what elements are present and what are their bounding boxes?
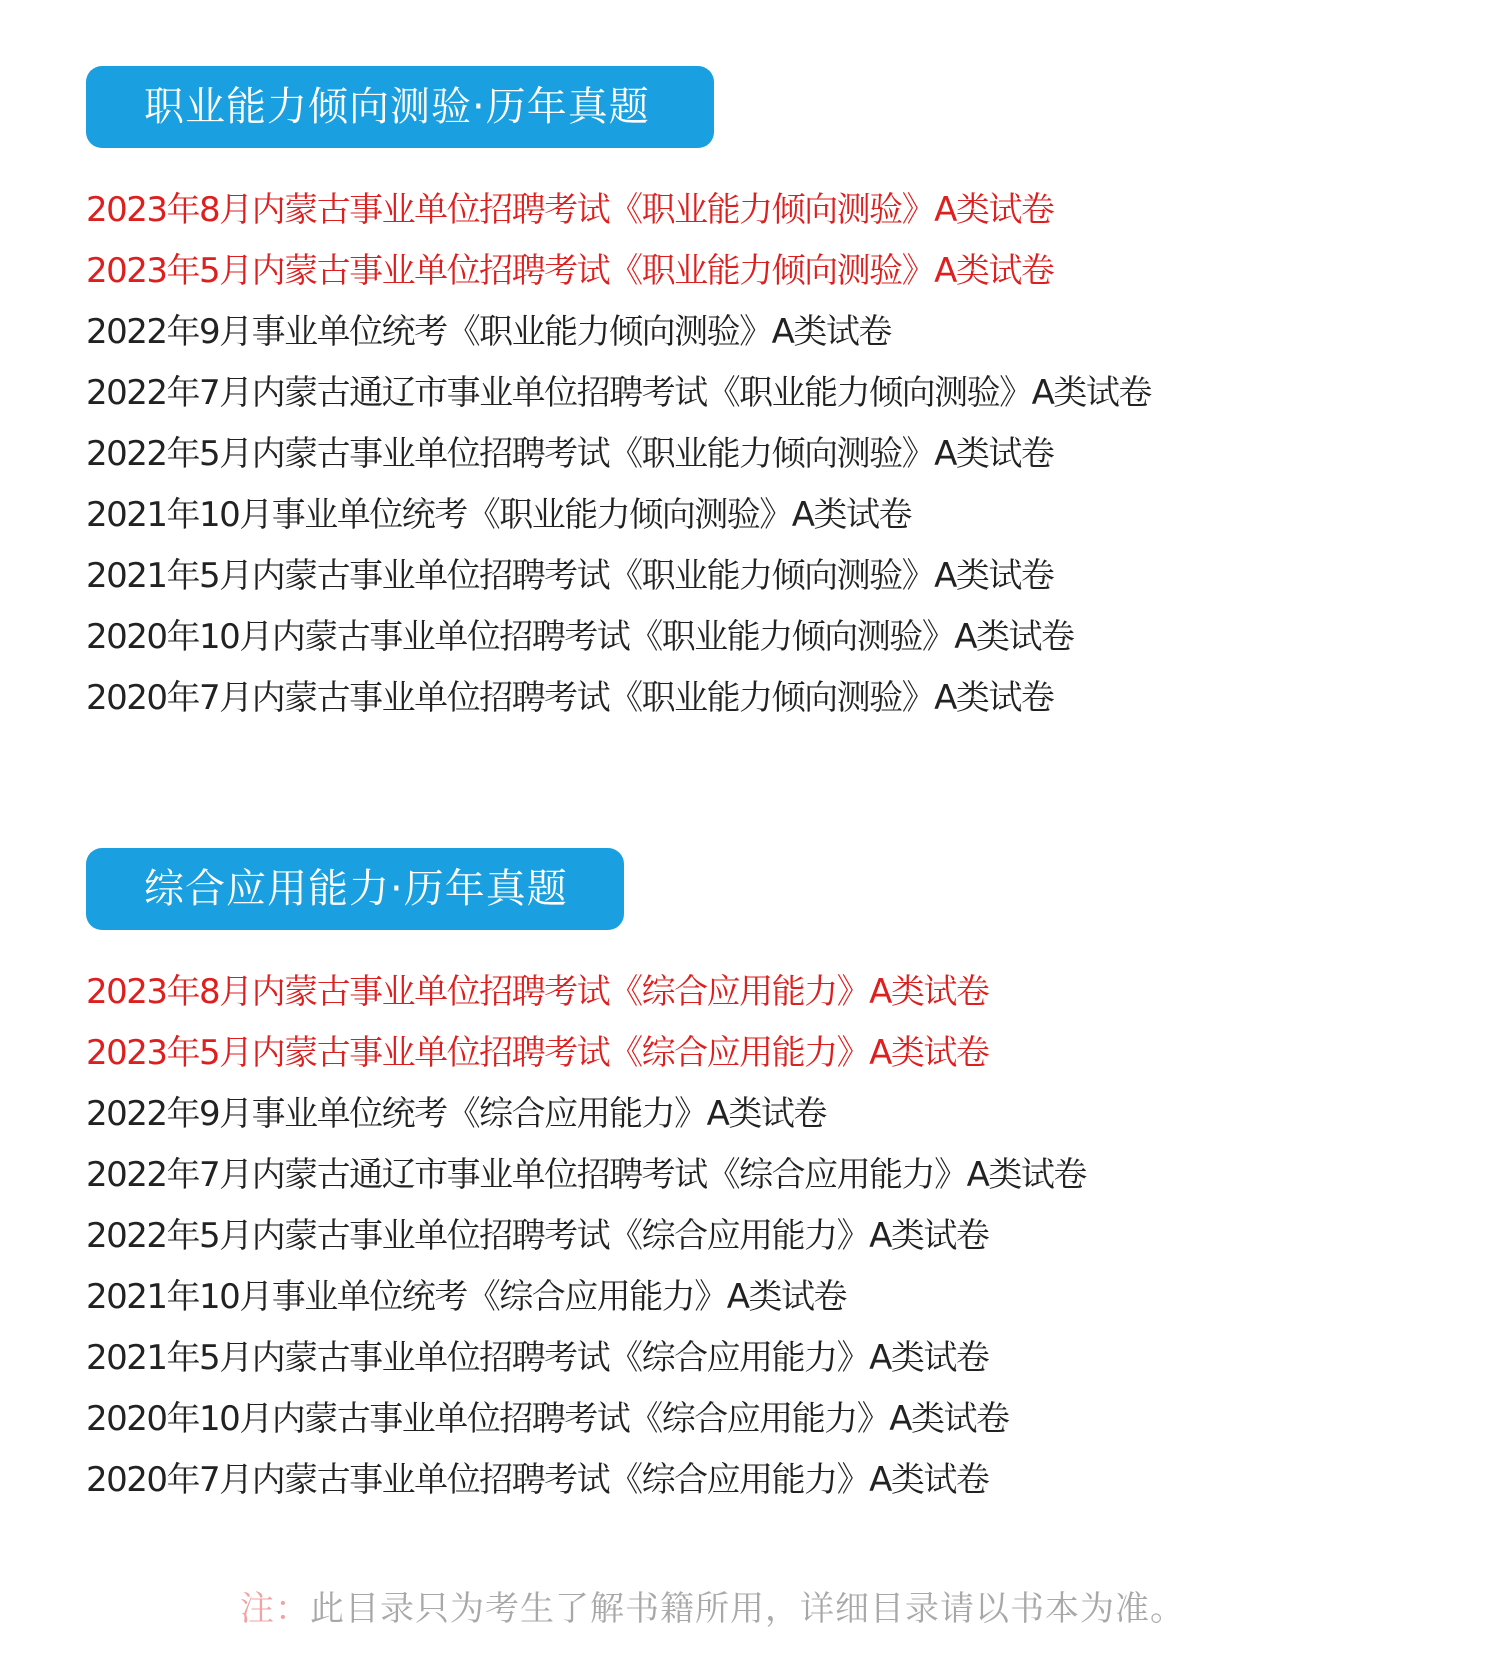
exam-paper-list (86, 180, 1151, 729)
exam-paper-item: 2021年10月事业单位统考《综合应用能力》A类试卷 (86, 1277, 847, 1317)
exam-paper-item: 2021年5月内蒙古事业单位招聘考试《职业能力倾向测验》A类试卷 (86, 556, 1054, 596)
section-title: 职业能力倾向测验·历年真题 (86, 66, 714, 148)
exam-paper-item: 2021年10月事业单位统考《职业能力倾向测验》A类试卷 (86, 495, 912, 535)
exam-paper-item: 2022年5月内蒙古事业单位招聘考试《综合应用能力》A类试卷 (86, 1216, 989, 1256)
exam-paper-item: 2022年7月内蒙古通辽市事业单位招聘考试《综合应用能力》A类试卷 (86, 1155, 1086, 1195)
exam-paper-item: 2023年5月内蒙古事业单位招聘考试《综合应用能力》A类试卷 (86, 1033, 989, 1073)
exam-paper-item: 2022年7月内蒙古通辽市事业单位招聘考试《职业能力倾向测验》A类试卷 (86, 373, 1151, 413)
section-title: 综合应用能力·历年真题 (86, 848, 624, 930)
exam-paper-item: 2023年5月内蒙古事业单位招聘考试《职业能力倾向测验》A类试卷 (86, 251, 1054, 291)
section-vocational-aptitude (86, 66, 1151, 729)
exam-paper-item: 2020年10月内蒙古事业单位招聘考试《综合应用能力》A类试卷 (86, 1399, 1009, 1439)
exam-paper-item: 2022年9月事业单位统考《综合应用能力》A类试卷 (86, 1094, 826, 1134)
exam-paper-item: 2020年7月内蒙古事业单位招聘考试《综合应用能力》A类试卷 (86, 1460, 989, 1500)
exam-paper-item: 2021年5月内蒙古事业单位招聘考试《综合应用能力》A类试卷 (86, 1338, 989, 1378)
exam-paper-item: 2023年8月内蒙古事业单位招聘考试《职业能力倾向测验》A类试卷 (86, 190, 1054, 230)
footnote-label: 注： (240, 1589, 310, 1629)
exam-paper-item: 2022年5月内蒙古事业单位招聘考试《职业能力倾向测验》A类试卷 (86, 434, 1054, 474)
exam-paper-item: 2023年8月内蒙古事业单位招聘考试《综合应用能力》A类试卷 (86, 972, 989, 1012)
exam-paper-list (86, 962, 1086, 1511)
footnote (240, 1584, 1185, 1634)
exam-paper-item: 2020年10月内蒙古事业单位招聘考试《职业能力倾向测验》A类试卷 (86, 617, 1074, 657)
exam-paper-item: 2020年7月内蒙古事业单位招聘考试《职业能力倾向测验》A类试卷 (86, 678, 1054, 718)
exam-paper-item: 2022年9月事业单位统考《职业能力倾向测验》A类试卷 (86, 312, 891, 352)
footnote-text: 此目录只为考生了解书籍所用，详细目录请以书本为准。 (310, 1589, 1185, 1629)
section-comprehensive-application (86, 848, 1086, 1511)
